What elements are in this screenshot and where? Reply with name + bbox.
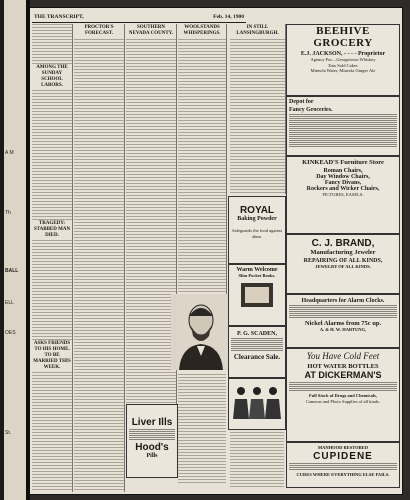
ad-copy: Day Window Chairs, <box>316 174 370 180</box>
masthead-title: THE TRANSCRIPT, <box>34 14 84 20</box>
article-headline: AMONG THE SUNDAY SCHOOL LABORS. <box>32 64 72 90</box>
ad-copy: Full Stock of Drugs and Chemicals, <box>308 393 377 398</box>
alarm-clocks-ad <box>286 294 400 348</box>
news-column-3 <box>126 24 177 404</box>
portrait-engraving <box>171 294 231 370</box>
ad-copy: REPAIRING OF ALL KINDS, <box>303 258 383 264</box>
ad-brand: Hood's <box>135 442 169 453</box>
article-text <box>126 39 176 404</box>
slim-pocket-books-ad <box>228 264 286 326</box>
ad-copy: Safeguards the food against alum. <box>232 228 282 239</box>
merchant-name: AT DICKERMAN'S <box>304 370 382 380</box>
article-text <box>32 24 72 64</box>
ad-subheadline: MANHOOD RESTORED <box>317 445 369 450</box>
ad-headline: Fancy Groceries. <box>289 107 333 113</box>
merchant-name: P. G. SCADEN, <box>237 331 277 337</box>
ad-headline: GROCERY <box>313 37 373 49</box>
ad-headline: C. J. BRAND, <box>311 238 375 249</box>
column-headline: PROCTOR'S FORECAST. <box>84 25 114 36</box>
dancers-illustration-ad <box>228 378 286 430</box>
page-binding <box>0 0 30 500</box>
dickerman-drugs-ad <box>286 348 400 442</box>
article-headline: ASKS FRIENDS TO HIS HOME. TO BE MARRIED THIS WEEK. <box>33 341 71 370</box>
ad-copy <box>289 382 397 392</box>
ad-copy: Agency For—Georgetown Whiskey <box>310 57 376 62</box>
article-text <box>32 90 72 220</box>
column-headline: IN STILL LANSINGBURGH. <box>236 25 279 36</box>
article-text <box>178 374 226 484</box>
ad-copy: Nickel Alarms from 75c up. <box>304 320 382 327</box>
news-column-1 <box>32 24 73 492</box>
binding-fragment: Th <box>5 210 11 216</box>
ad-headline: Warm Welcome <box>236 267 278 273</box>
article-text <box>32 372 72 492</box>
ad-copy: CURES WHERE EVERYTHING ELSE FAILS. <box>296 471 390 477</box>
ad-copy <box>129 429 175 441</box>
ad-copy: Mineola Water, Mineola Ginger Ale <box>310 68 376 73</box>
royal-baking-powder-ad <box>228 196 286 264</box>
news-column-4 <box>178 24 227 294</box>
ad-copy <box>231 338 283 352</box>
merchant-name: A. & H. W. HARTUNG, <box>319 327 367 332</box>
ad-copy: HOT WATER BOTTLES <box>307 363 379 370</box>
ad-copy: Fancy Divans, <box>324 180 362 186</box>
clearance-sale-ad <box>228 326 286 378</box>
ad-copy <box>289 114 397 148</box>
article-headline: TRAGEDY: STABBED MAN DIED. <box>33 221 71 238</box>
column-headline: WOOLSTANDS WHISPERINGS. <box>183 25 221 36</box>
binding-fragment: A M <box>5 150 14 156</box>
article-text <box>74 39 124 492</box>
ad-headline: CUPIDENE <box>313 450 373 462</box>
pocketbook-illustration <box>237 279 277 313</box>
beehive-grocery-ad <box>286 24 400 96</box>
brand-jeweler-ad <box>286 234 400 294</box>
ad-copy: Roman Chairs, <box>323 168 363 174</box>
kinkead-furniture-ad <box>286 156 400 234</box>
article-text <box>230 432 284 488</box>
ad-headline: Liver Ills <box>131 417 173 428</box>
ad-headline: KINKEAD'S Furniture Store <box>302 159 384 166</box>
ad-headline: Depot for <box>289 99 314 105</box>
ad-headline: BEEHIVE <box>316 25 370 37</box>
ad-headline: ROYAL <box>239 205 275 216</box>
ad-copy: Eats Sold Cakes <box>328 62 358 68</box>
sale-headline: Clearance Sale. <box>233 353 281 361</box>
liver-pills-ad <box>126 404 178 478</box>
ad-copy <box>289 463 397 471</box>
ad-copy: PICTURES, EASELS. <box>322 192 364 197</box>
ad-subheadline: Slim Pocket Books. <box>238 273 276 278</box>
dancers-illustration <box>229 379 285 429</box>
newspaper-page <box>30 8 402 494</box>
article-text <box>230 39 285 194</box>
ad-copy: Cameras and Photo Supplies of all kinds. <box>305 398 381 404</box>
article-text <box>178 39 226 294</box>
portrait-illustration <box>171 294 231 370</box>
masthead <box>32 14 246 23</box>
masthead-date: Feb. 14, 1900 <box>213 14 244 20</box>
ad-copy: Rockers and Wicker Chairs, <box>306 186 380 192</box>
ad-copy: JEWELRY OF ALL KINDS. <box>315 264 371 269</box>
ad-headline: Headquarters for Alarm Clocks. <box>301 298 385 304</box>
binding-fragment: St. <box>5 430 12 436</box>
news-column-2 <box>74 24 125 492</box>
column-headline: SOUTHERN NEVADA COUNTY. <box>128 25 174 36</box>
ad-copy <box>289 305 397 319</box>
binding-fragment: OES <box>5 330 16 336</box>
ad-subheadline: Manufacturing Jeweler <box>310 249 376 256</box>
ad-subheadline: Baking Powder <box>237 216 277 222</box>
proprietor-line: E.J. JACKSON, - - - - Proprietor <box>300 51 386 57</box>
article-text <box>32 240 72 340</box>
cupidene-ad <box>286 442 400 488</box>
fancy-groceries-ad <box>286 96 400 156</box>
ad-headline: You Have Cold Feet <box>306 351 380 361</box>
news-column-5 <box>230 24 286 194</box>
ad-brand-sub: Pills <box>146 453 158 459</box>
binding-fragment: BALL <box>5 268 19 274</box>
binding-fragment: ELL <box>5 300 14 306</box>
